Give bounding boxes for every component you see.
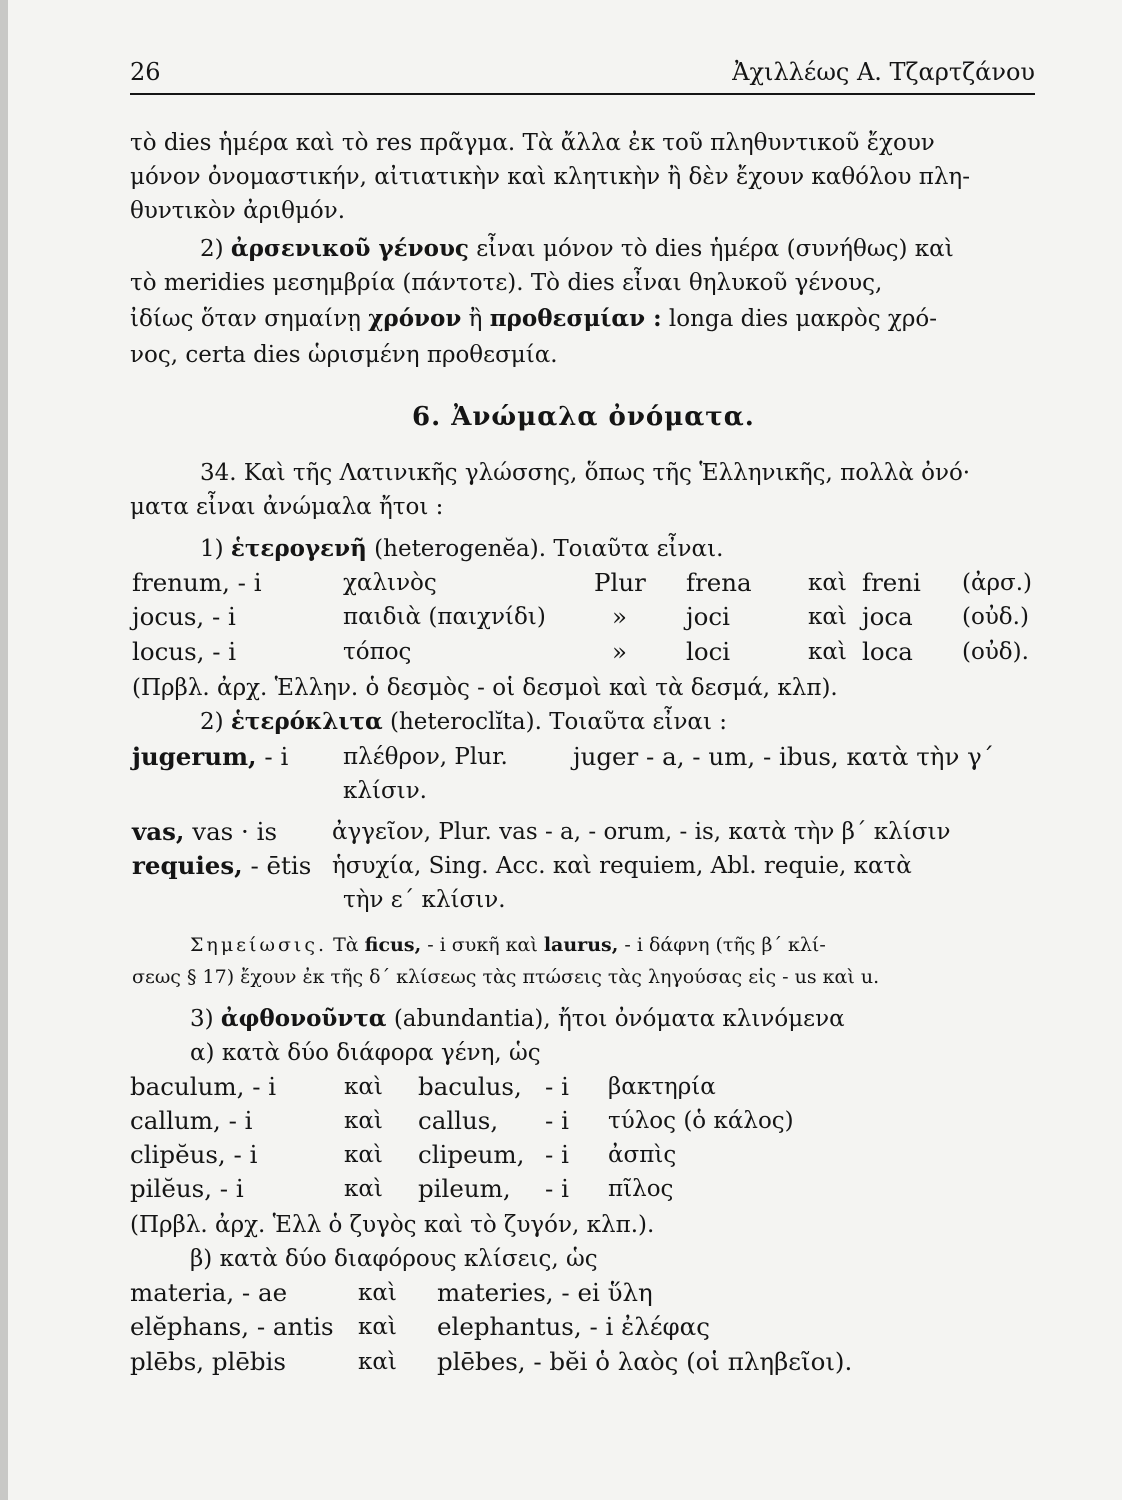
list-item-word1: elĕphans, - antis: [130, 1312, 334, 1341]
page-gutter-shadow: [0, 0, 8, 1500]
para2-line3-c: longa dies μακρὸς χρό-: [668, 306, 937, 332]
list-item-kai: καὶ: [358, 1349, 397, 1375]
heterogenea-number: 1): [200, 536, 224, 562]
para2-number: 2): [200, 236, 224, 262]
jugerum-forms: juger - a, - um, - ibus, κατὰ τὴν γ΄: [573, 742, 995, 771]
heterogenea-compare: (Πρβλ. ἀρχ. Ἑλλην. ὁ δεσμὸς - οἱ δεσμοὶ καὶ τὰ δεσμά, κλπ).: [132, 675, 838, 701]
vas-rest: ἀγγεῖον, Plur. vas - a, - orum, - is, κατὰ τὴν β΄ κλίσιν: [332, 819, 951, 845]
table-row-gender: (οὐδ.): [962, 604, 1029, 630]
abundantia-title: [190, 1002, 845, 1036]
para2-line4: νος, certa dies ὡρισμένη προθεσμία.: [130, 342, 558, 368]
note-b: - i συκῆ καὶ: [427, 934, 538, 956]
header-rule: [130, 93, 1035, 95]
table-row-kai: καὶ: [808, 604, 847, 630]
note-a: Τὰ: [333, 934, 359, 956]
list-item-gr: ἀσπὶς: [608, 1142, 677, 1168]
requies-entry: [132, 849, 311, 883]
table-row-form1: joci: [686, 602, 730, 631]
table-row-form1: frena: [686, 568, 752, 597]
heteroclita-title: [200, 705, 727, 739]
list-item-word2: elephantus, - i ἐλέφας: [437, 1312, 710, 1341]
list-item-gr: βακτηρία: [608, 1074, 716, 1100]
abundantia-sub-a: α) κατὰ δύο διάφορα γένη, ὡς: [190, 1040, 541, 1066]
table-row-form2: loca: [862, 637, 913, 666]
list-item-word1: callum, - i: [130, 1106, 253, 1135]
para2-bold-prothesmian: προθεσμίαν :: [489, 305, 662, 332]
heteroclita-number: 2): [200, 709, 224, 735]
vas-word: vas,: [132, 817, 185, 846]
table-row-kai: καὶ: [808, 639, 847, 665]
para1-line1: τὸ dies ἡμέρα καὶ τὸ res πρᾶγμα. Τὰ ἄλλα ἐκ τοῦ πληθυντικοῦ ἔχουν: [130, 130, 935, 156]
table-row-lat: frenum, - i: [132, 568, 262, 597]
requies-word: requies,: [132, 851, 243, 880]
abundantia-rest: (abundantia), ἤτοι ὀνόματα κλινόμενα: [393, 1006, 845, 1032]
table-row-form2: freni: [862, 568, 921, 597]
note-line1: [190, 930, 826, 960]
para2-bold-chronon: χρόνον: [368, 305, 462, 332]
heterogenea-bold: ἑτερογενῆ: [230, 535, 367, 562]
para34-line2: ματα εἶναι ἀνώμαλα ἤτοι :: [130, 494, 444, 520]
list-item-word2: callus,: [418, 1106, 499, 1135]
para1-line3: θυντικὸν ἀριθμόν.: [130, 198, 346, 224]
para2-line1: [200, 232, 954, 266]
para2-line2: τὸ meridies μεσημβρία (πάντοτε). Τὸ dies εἶναι θηλυκοῦ γένους,: [130, 270, 883, 296]
table-row-form1: loci: [686, 637, 731, 666]
para2-bold-term: ἀρσενικοῦ γένους: [230, 235, 469, 262]
note-label: Σημείωσις.: [190, 934, 328, 956]
page-number: 26: [130, 58, 161, 86]
table-row-gr: τόπος: [343, 639, 412, 665]
list-item-word1: baculum, - i: [130, 1072, 277, 1101]
table-row-gr: παιδιὰ (παιχνίδι): [343, 604, 546, 630]
heterogenea-title: [200, 532, 723, 566]
list-item-word2: baculus,: [418, 1072, 522, 1101]
jugerum-gr: πλέθρον, Plur.: [343, 744, 508, 770]
list-item-kai: καὶ: [344, 1074, 383, 1100]
list-item-kai: καὶ: [344, 1108, 383, 1134]
para2-line1-rest: εἶναι μόνον τὸ dies ἡμέρα (συνήθως) καὶ: [476, 236, 954, 262]
table-row-gender: (ἀρσ.): [962, 570, 1033, 596]
running-head: Ἀχιλλέως Α. Τζαρτζάνου: [732, 58, 1035, 86]
heterogenea-rest: (heterogenĕa). Τοιαῦτα εἶναι.: [374, 536, 724, 562]
list-item-kai: καὶ: [358, 1314, 397, 1340]
section-heading: 6. Ἀνώμαλα ὀνόματα.: [412, 402, 755, 432]
para2-line3-a: ἰδίως ὅταν σημαίνῃ: [130, 306, 361, 332]
table-row-kai: καὶ: [808, 570, 847, 596]
table-row-plur: Plur: [594, 568, 646, 597]
list-item-kai: καὶ: [344, 1142, 383, 1168]
requies-cont: τὴν ε΄ κλίσιν.: [343, 887, 506, 913]
table-row-plur: »: [612, 602, 627, 631]
jugerum-cont: κλίσιν.: [343, 778, 427, 804]
note-laurus: laurus,: [543, 934, 619, 956]
table-row-gender: (οὐδ).: [962, 639, 1029, 665]
list-item-word2: pileum,: [418, 1174, 511, 1203]
table-row-plur: »: [612, 637, 627, 666]
table-row-lat: locus, - i: [132, 637, 237, 666]
requies-rest: ἡσυχία, Sing. Acc. καὶ requiem, Abl. requie, κατὰ: [332, 853, 912, 879]
list-item-word1: pilĕus, - i: [130, 1174, 244, 1203]
list-item-gr: τύλος (ὁ κάλος): [608, 1108, 794, 1134]
list-item-gen: - i: [545, 1072, 569, 1101]
note-line2: σεως § 17) ἔχουν ἐκ τῆς δ΄ κλίσεως τὰς πτώσεις τὰς ληγούσας εἰς - us καὶ u.: [132, 966, 880, 988]
list-item-gen: - i: [545, 1174, 569, 1203]
list-item-gr: πῖλος: [608, 1176, 674, 1202]
note-ficus: ficus,: [364, 934, 422, 956]
para34-line1: 34. Καὶ τῆς Λατινικῆς γλώσσης, ὅπως τῆς Ἑλληνικῆς, πολλὰ ὀνό·: [200, 460, 971, 486]
list-item-kai: καὶ: [344, 1176, 383, 1202]
abundantia-compare: (Πρβλ. ἀρχ. Ἑλλ ὁ ζυγὸς καὶ τὸ ζυγόν, κλπ.).: [130, 1212, 655, 1238]
jugerum-gen: - i: [264, 742, 289, 771]
list-item-word1: plēbs, plēbis: [130, 1347, 286, 1376]
note-c: - i δάφνη (τῆς β΄ κλί-: [624, 934, 826, 956]
abundantia-bold: ἀφθονοῦντα: [220, 1005, 387, 1032]
heteroclita-rest: (heteroclĭta). Τοιαῦτα εἶναι :: [389, 709, 728, 735]
list-item-word2: plēbes, - bĕi ὁ λαὸς (οἱ πληβεῖοι).: [437, 1347, 853, 1376]
list-item-word2: clipeum,: [418, 1140, 525, 1169]
list-item-gen: - i: [545, 1106, 569, 1135]
jugerum-entry: [132, 740, 288, 774]
table-row-lat: jocus, - i: [132, 602, 236, 631]
vas-entry: [132, 815, 277, 849]
para1-line2: μόνον ὀνομαστικήν, αἰτιατικὴν καὶ κλητικὴν ἢ δὲν ἔχουν καθόλου πλη-: [130, 164, 970, 190]
para2-line3: [130, 302, 937, 336]
table-row-gr: χαλινὸς: [343, 570, 437, 596]
page-header: [130, 55, 1035, 99]
abundantia-number: 3): [190, 1006, 214, 1032]
vas-gen: vas · is: [192, 817, 278, 846]
list-item-word1: materia, - ae: [130, 1278, 288, 1307]
list-item-word2: materies, - ei ὕλη: [437, 1278, 653, 1307]
table-row-form2: joca: [862, 602, 913, 631]
abundantia-sub-b: β) κατὰ δύο διαφόρους κλίσεις, ὡς: [190, 1246, 598, 1272]
list-item-kai: καὶ: [358, 1280, 397, 1306]
heteroclita-bold: ἑτερόκλιτα: [230, 708, 383, 735]
jugerum-word: jugerum,: [132, 742, 257, 771]
list-item-word1: clipĕus, - i: [130, 1140, 258, 1169]
requies-gen: - ētis: [250, 851, 312, 880]
para2-eta: ἢ: [468, 306, 483, 332]
list-item-gen: - i: [545, 1140, 569, 1169]
